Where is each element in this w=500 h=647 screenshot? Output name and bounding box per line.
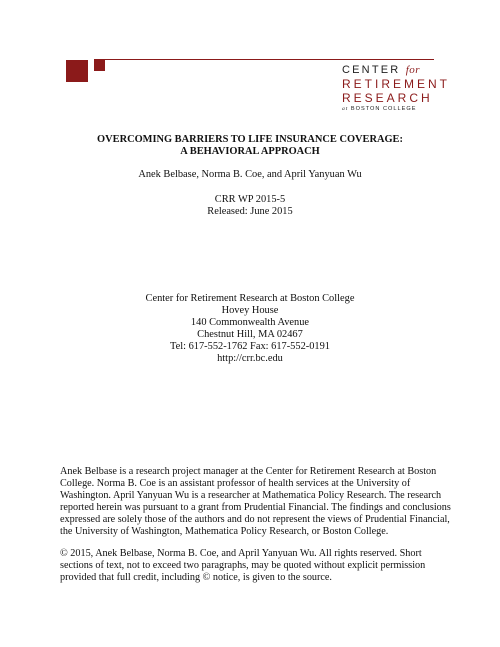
logo-square-large <box>66 60 88 82</box>
copyright-line: © 2015, Anek Belbase, Norma B. Coe, and April Yanyuan Wu. All rights reserved. Short <box>60 548 422 559</box>
logo-line-4 <box>342 105 442 113</box>
authors: Anek Belbase, Norma B. Coe, and April Yanyuan Wu <box>138 169 362 180</box>
address-block <box>0 293 500 365</box>
logo-line-2: RETIREMENT <box>342 77 450 91</box>
bio-line: College. Norma B. Coe is an assistant professor of health services at the University of <box>60 478 411 489</box>
logo-line-3: RESEARCH <box>342 91 433 105</box>
bio-line: Anek Belbase is a research project manager at the Center for Retirement Research at Boston <box>60 466 437 477</box>
copyright-notice <box>60 548 450 584</box>
title-line-1: OVERCOMING BARRIERS TO LIFE INSURANCE COVERAGE: <box>97 134 403 145</box>
address-url[interactable]: http://crr.bc.edu <box>217 353 283 364</box>
logo-center-text: CENTER <box>342 64 401 76</box>
address-org: Center for Retirement Research at Boston College <box>145 293 355 304</box>
logo-square-small <box>94 60 105 71</box>
header-rule <box>94 59 434 60</box>
crr-logo <box>342 63 450 113</box>
bio-line: reported herein was pursuant to a grant from Prudential Financial. The findings and conclusions <box>60 502 451 513</box>
copyright-line: sections of text, not to exceed two paragraphs, may be quoted without explicit permission <box>60 560 426 571</box>
bio-line: expressed are solely those of the authors and do not represent the views of Prudential Financial, <box>60 514 450 525</box>
bio-line: the University of Washington, Mathematica Policy Research, or Boston College. <box>60 526 389 537</box>
logo-line-1 <box>342 63 442 77</box>
address-phone-fax: Tel: 617-552-1762 Fax: 617-552-0191 <box>169 341 331 352</box>
logo-at-text: at <box>342 106 349 112</box>
address-street: 140 Commonwealth Avenue <box>190 317 310 328</box>
bio-line: Washington. April Yanyuan Wu is a researcher at Mathematica Policy Research. The research <box>60 490 442 501</box>
title-line-2: A BEHAVIORAL APPROACH <box>180 146 320 157</box>
paper-title <box>0 134 500 158</box>
paper-id: CRR WP 2015-5 <box>214 194 286 205</box>
address-building: Hovey House <box>221 305 279 316</box>
address-city: Chestnut Hill, MA 02467 <box>197 329 303 340</box>
logo-for-text: for <box>405 64 421 76</box>
author-bio <box>60 466 450 538</box>
logo-bc-text: BOSTON COLLEGE <box>350 106 417 112</box>
release-date: Released: June 2015 <box>207 206 293 217</box>
logo-squares <box>66 58 108 82</box>
copyright-line: provided that full credit, including © notice, is given to the source. <box>60 572 332 583</box>
